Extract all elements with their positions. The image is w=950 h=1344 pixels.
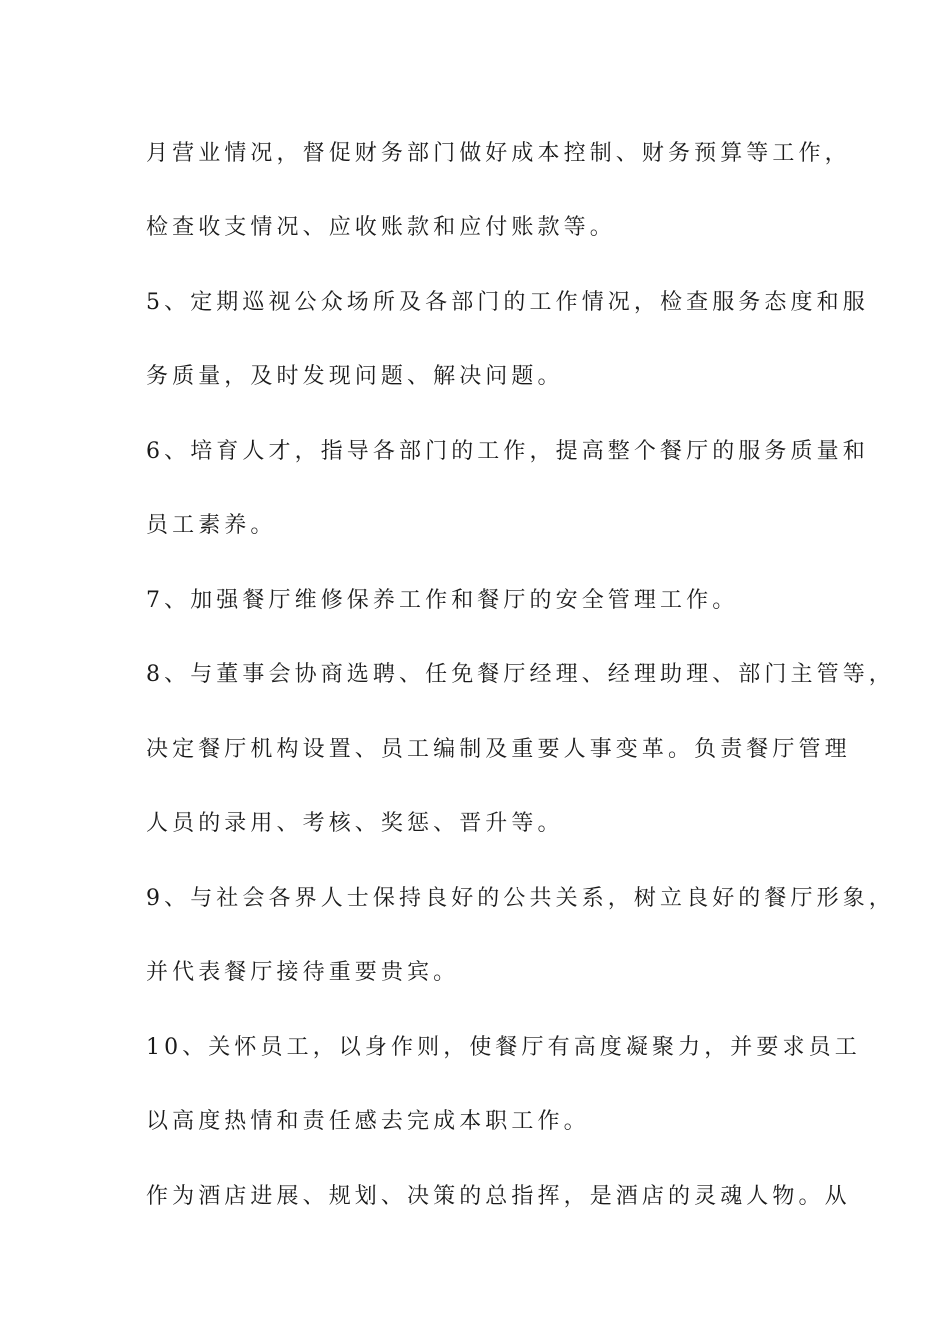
text-line: 决定餐厅机构设置、员工编制及重要人事变革。负责餐厅管理 <box>146 737 851 762</box>
text-line: 人员的录用、考核、奖惩、晋升等。 <box>146 811 564 836</box>
text-line: 检查收支情况、应收账款和应付账款等。 <box>146 215 616 240</box>
text-line: 8、与董事会协商选聘、任免餐厅经理、经理助理、部门主管等， <box>146 662 895 687</box>
text-line: 9、与社会各界人士保持良好的公共关系，树立良好的餐厅形象， <box>146 886 895 911</box>
text-line: 月营业情况，督促财务部门做好成本控制、财务预算等工作， <box>146 141 851 166</box>
text-line: 以高度热情和责任感去完成本职工作。 <box>146 1109 590 1134</box>
text-line: 员工素养。 <box>146 513 277 538</box>
text-line: 6、培育人才，指导各部门的工作，提高整个餐厅的服务质量和 <box>146 439 869 464</box>
text-line: 7、加强餐厅维修保养工作和餐厅的安全管理工作。 <box>146 588 739 613</box>
text-line: 10、关怀员工，以身作则，使餐厅有高度凝聚力，并要求员工 <box>146 1035 861 1060</box>
text-line: 并代表餐厅接待重要贵宾。 <box>146 960 460 985</box>
text-line: 务质量，及时发现问题、解决问题。 <box>146 364 564 389</box>
text-line: 5、定期巡视公众场所及各部门的工作情况，检查服务态度和服 <box>146 290 869 315</box>
text-line: 作为酒店进展、规划、决策的总指挥，是酒店的灵魂人物。从 <box>146 1184 851 1209</box>
